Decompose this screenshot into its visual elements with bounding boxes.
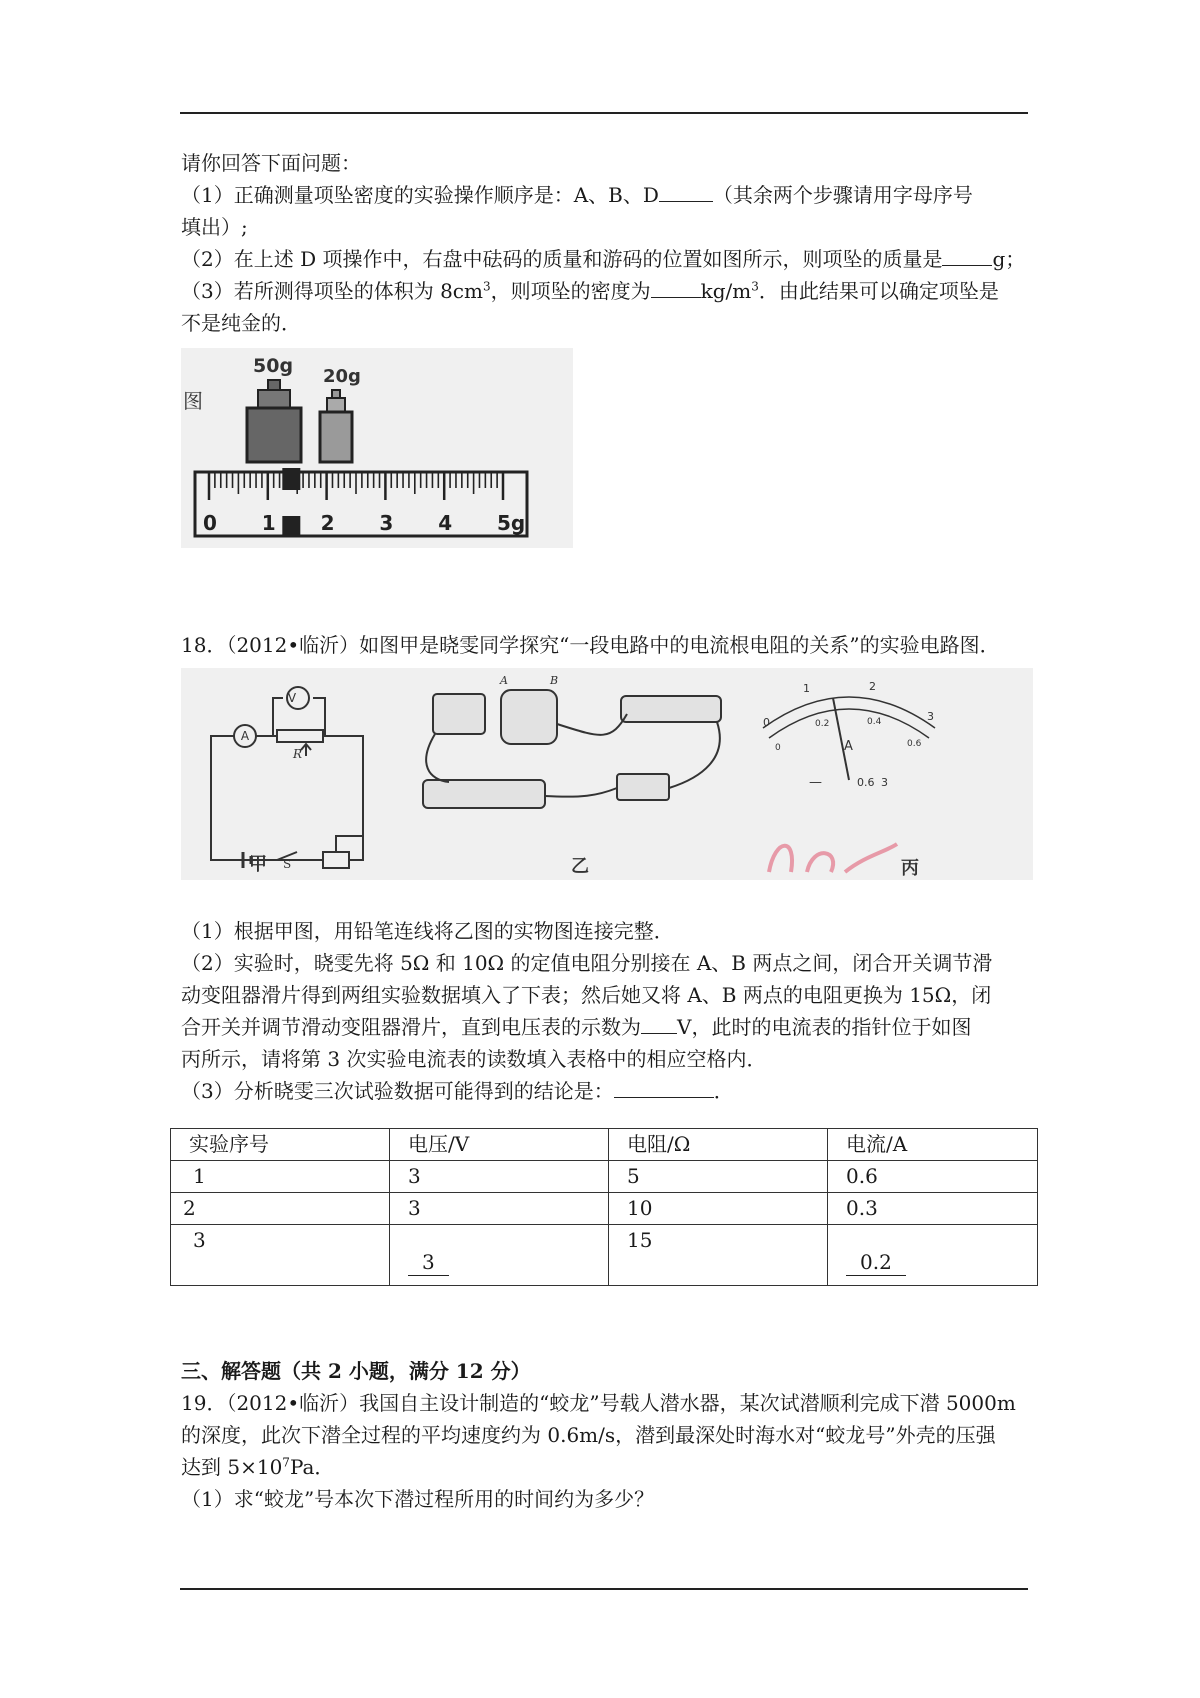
top-rule [180, 112, 1028, 114]
rider-top [282, 468, 300, 490]
meter-arc-inner [769, 709, 929, 738]
q17-intro: 请你回答下面问题： [181, 151, 361, 175]
weight-50g-knob [268, 380, 280, 390]
q18-part3-end: ． [713, 1079, 734, 1103]
table-header-row [171, 1129, 1038, 1161]
meter-letter: A [844, 739, 853, 754]
q17-part1 [181, 179, 1029, 211]
watermark-logo [769, 844, 897, 872]
answer-current: 0.2 [846, 1249, 906, 1276]
q19-line3 [181, 1451, 1029, 1483]
table-cell: 2 [171, 1193, 390, 1225]
table-header-cell: 电压/V [390, 1129, 609, 1161]
data-table [170, 1128, 1038, 1286]
balance-figure [181, 348, 573, 548]
q18-voltage-blank [641, 1013, 677, 1034]
caption-yi: 乙 [571, 856, 589, 877]
resistor-lead [336, 836, 363, 852]
table-cell: 0.3 [828, 1193, 1038, 1225]
q18-part2-line4: 丙所示，请将第 3 次实验电流表的读数填入表格中的相应空格内． [181, 1047, 767, 1071]
apparatus-voltmeter [501, 690, 557, 744]
meter-terminal-06: 0.6 [857, 776, 875, 789]
q19-line1: 19．（2012•临沂）我国自主设计制造的“蛟龙”号载人潜水器，某次试潜顺利完成下潜 5000m [181, 1391, 1016, 1415]
q18-conclusion-blank [614, 1077, 714, 1098]
circuit-loop [211, 736, 363, 860]
scale-tick-label: 5g [497, 511, 526, 535]
q17-part1-blank [659, 181, 713, 202]
voltmeter-letter: V [287, 691, 297, 705]
q18-part2-line2: 动变阻器滑片得到两组实验数据填入了下表；然后她又将 A、B 两点的电阻更换为 15Ω，闭 [181, 983, 992, 1007]
fixed-resistor-box [323, 852, 349, 868]
table-cell [828, 1225, 1038, 1286]
balance-figure-svg [181, 348, 573, 548]
answer-voltage: 3 [408, 1249, 449, 1276]
q19-line3-sup: 7 [282, 1455, 290, 1470]
q17-part3-sup2: 3 [751, 279, 759, 294]
scale-tick-label: 3 [379, 511, 394, 535]
circuit-diagram [211, 687, 363, 868]
meter-bottom-1: 0.2 [815, 719, 830, 729]
q17-part3-unit: kg/m [700, 279, 752, 303]
scale-tick-label: 1 [261, 511, 276, 535]
table-cell: 3 [390, 1161, 609, 1193]
q17-part3-text-b: ，则项坠的密度为 [490, 279, 651, 303]
table-cell: 10 [609, 1193, 828, 1225]
caption-jia: 甲 [249, 854, 267, 875]
apparatus [423, 690, 721, 808]
q17-part2 [181, 243, 1029, 275]
scale-minor-ticks [209, 472, 503, 500]
slider-arrow [301, 744, 311, 756]
meter-top-1: 1 [803, 682, 810, 695]
q19-line3-text: 达到 5×10 [181, 1455, 283, 1479]
apparatus-switch [617, 774, 669, 800]
weight-20g-neck [327, 398, 345, 412]
q17-part3 [181, 275, 1029, 307]
q19-part1: （1）求“蛟龙”号本次下潜过程所用的时间约为多少？ [181, 1487, 655, 1511]
meter-bottom-3: 0.6 [907, 739, 922, 749]
q17-part2-unit: g； [992, 247, 1026, 271]
q18-part1: （1）根据甲图，用铅笔连线将乙图的实物图连接完整． [181, 919, 674, 943]
apparatus-ammeter [433, 694, 485, 734]
table-header-cell: 实验序号 [171, 1129, 390, 1161]
apparatus-rheostat [621, 696, 721, 722]
weight-20g-knob [332, 390, 340, 398]
q17-part3-text: （3）若所测得项坠的体积为 8cm [181, 279, 483, 303]
table-cell: 5 [609, 1161, 828, 1193]
q19-line3-unit: Pa． [289, 1455, 335, 1479]
terminal-b-label: B [550, 674, 559, 687]
ammeter-letter: A [240, 729, 250, 743]
scale-tick-label: 2 [320, 511, 335, 535]
table-cell: 3 [390, 1193, 609, 1225]
meter-terminal-3: 3 [881, 776, 888, 789]
meter-bottom-2: 0.4 [867, 717, 882, 727]
table-cell: 3 [171, 1225, 390, 1286]
section3-heading: 三、解答题（共 2 小题，满分 12 分） [181, 1359, 531, 1383]
q17-part1-cont: 填出）; [181, 215, 248, 239]
weight-50g-body [247, 408, 301, 462]
circuit-figure [181, 668, 1033, 880]
q17-part1-text: （1）正确测量项坠密度的实验操作顺序是：A、B、D [181, 183, 659, 207]
q18-part3-text: （3）分析晓雯三次试验数据可能得到的结论是： [181, 1079, 614, 1103]
q18-part2-line3 [181, 1011, 1029, 1043]
circuit-figure-svg [181, 668, 1033, 880]
table-row [171, 1193, 1038, 1225]
q18-part2-line3-text: 合开关并调节滑动变阻器滑片，直到电压表的示数为 [181, 1015, 641, 1039]
rider-bottom [282, 516, 300, 536]
meter-arc [763, 697, 935, 728]
q17-part3-text-d: ．由此结果可以确定项坠是 [758, 279, 999, 303]
apparatus-battery [423, 780, 545, 808]
q17-part2-text: （2）在上述 D 项操作中，右盘中砝码的质量和游码的位置如图所示，则项坠的质量是 [181, 247, 943, 271]
meter-bottom-0: 0 [775, 743, 781, 753]
bottom-rule [180, 1588, 1028, 1590]
weight-50g-label: 50g [253, 355, 294, 377]
scale-tick-label: 0 [203, 511, 217, 535]
weight-50g-neck [258, 390, 290, 408]
switch-letter: S [283, 857, 292, 871]
q17-part2-blank [942, 245, 992, 266]
table-cell: 0.6 [828, 1161, 1038, 1193]
q17-part3-cont: 不是纯金的． [181, 311, 301, 335]
table-cell: 1 [171, 1161, 390, 1193]
caption-bing: 丙 [901, 858, 919, 879]
terminal-a-label: A [500, 674, 508, 687]
weight-20g-body [320, 412, 352, 462]
q17-part3-sup: 3 [482, 279, 491, 294]
meter-terminal-neg: — [809, 775, 822, 790]
balance-side-label: 图 [183, 389, 203, 413]
q18-part2-line1: （2）实验时，晓雯先将 5Ω 和 10Ω 的定值电阻分别接在 A、B 两点之间，闭合开关调节滑 [181, 951, 993, 975]
q17-part3-blank [651, 277, 701, 298]
table-header-cell: 电阻/Ω [609, 1129, 828, 1161]
q18-part2-line3-text-b: V，此时的电流表的指针位于如图 [677, 1015, 972, 1039]
q19-line2: 的深度，此次下潜全过程的平均速度约为 0.6m/s，潜到最深处时海水对“蛟龙号”外壳的压强 [181, 1423, 996, 1447]
table-cell [390, 1225, 609, 1286]
weight-20g-label: 20g [323, 366, 361, 387]
q18-part3 [181, 1075, 1029, 1107]
scale-tick-label: 4 [438, 511, 453, 535]
meter-top-0: 0 [763, 716, 770, 729]
table-row [171, 1161, 1038, 1193]
table-cell: 15 [609, 1225, 828, 1286]
q17-part1-note: （其余两个步骤请用字母序号 [712, 183, 973, 207]
meter-top-2: 2 [869, 680, 876, 693]
meter-top-3: 3 [927, 710, 934, 723]
q18-title: 18．（2012•临沂）如图甲是晓雯同学探究“一段电路中的电流根电阻的关系”的实验电路图． [181, 633, 1000, 657]
resistor-symbol [277, 730, 323, 742]
scale-labels [203, 511, 525, 535]
resistor-letter: R [293, 747, 303, 761]
table-header-cell: 电流/A [828, 1129, 1038, 1161]
table-row [171, 1225, 1038, 1286]
